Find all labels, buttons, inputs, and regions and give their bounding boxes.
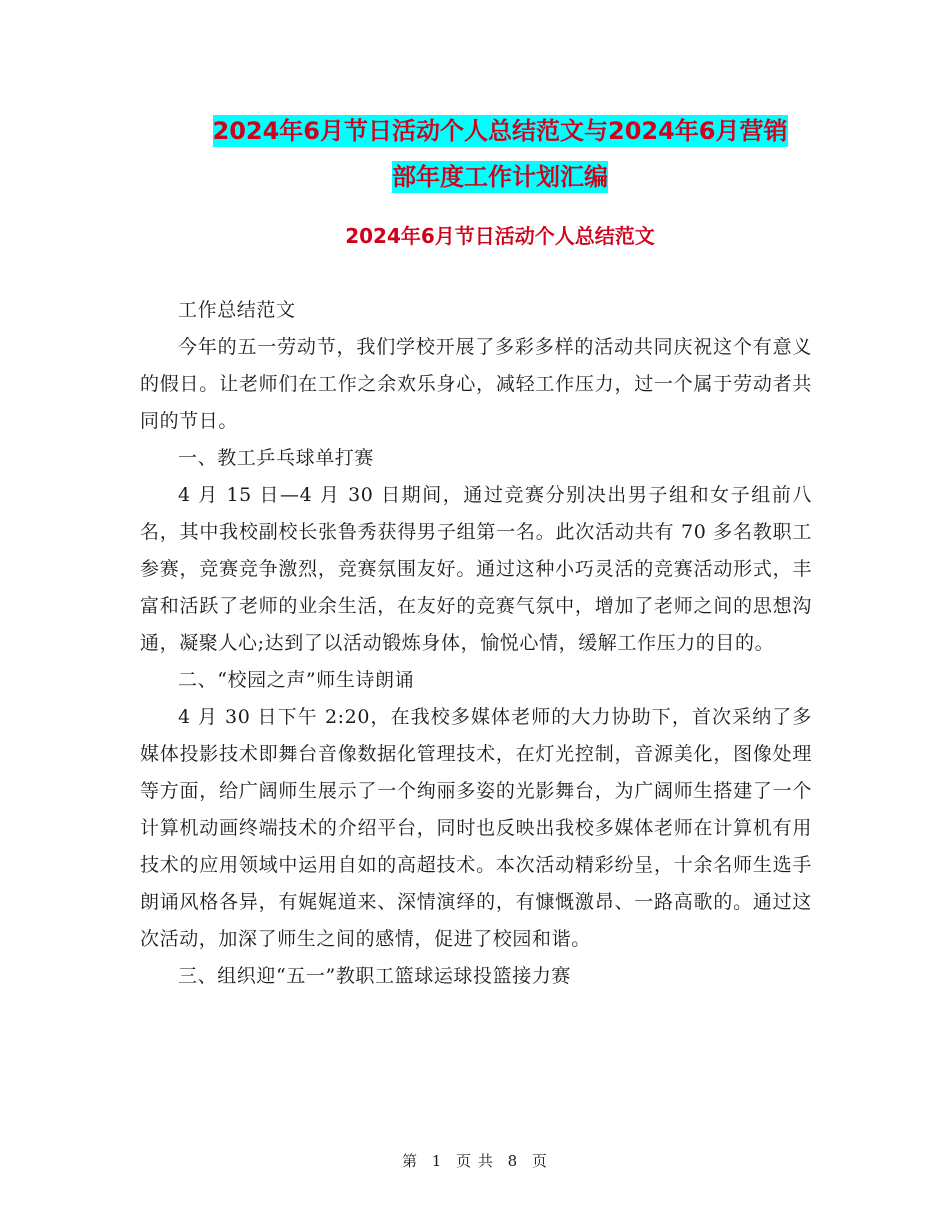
footer-prefix: 第: [401, 1152, 418, 1170]
footer-total-pages: 8: [507, 1152, 519, 1170]
footer-middle: 页 共: [456, 1152, 494, 1170]
document-title: [140, 108, 860, 200]
paragraph: 二、“校园之声”师生诗朗诵: [178, 669, 415, 691]
paragraph: 工作总结范文: [178, 299, 296, 321]
page-footer: [0, 1150, 950, 1171]
paragraph: 三、组织迎“五一”教职工篮球运球投篮接力赛: [178, 965, 572, 987]
section-title: 2024年6月节日活动个人总结范文: [345, 224, 655, 248]
paragraph: 4 月 30 日下午 2:20，在我校多媒体老师的大力协助下，首次采纳了多媒体投影技术即舞台音像数据化管理技术，在灯光控制，音源美化，图像处理等方面，给广阔师生展示了一个绚丽多姿的光影舞台，为广阔师生搭建了一个计算机动画终端技术的介绍平台，同时也反映出我校多媒体老师在计算机有用技术的应用领域中运用自如的高超技术。本次活动精彩纷呈，十余名师生选手朗诵风格各异，有娓娓道来、深情演绎的，有慷慨激昂、一路高歌的。通过这次活动，加深了师生之间的感情，促进了校园和谐。: [140, 706, 812, 950]
footer-suffix: 页: [532, 1152, 549, 1170]
document-body: [140, 292, 812, 995]
document-title-line-1: 2024年6月节日活动个人总结范文与2024年6月营销: [212, 117, 788, 145]
paragraph: 一、教工乒乓球单打赛: [178, 447, 375, 469]
footer-page-number: 1: [431, 1152, 443, 1170]
document-title-line-2: 部年度工作计划汇编: [392, 163, 608, 191]
paragraph: 4 月 15 日—4 月 30 日期间，通过竞赛分别决出男子组和女子组前八名，其中我校副校长张鲁秀获得男子组第一名。此次活动共有 70 多名教职工参赛，竞赛竞争激烈，竞赛氛围友好。通过这种小巧灵活的竞赛活动形式，丰富和活跃了老师的业余生活，在友好的竞赛气氛中，增加了老师之间的思想沟通，凝聚人心;达到了以活动锻炼身体，愉悦心情，缓解工作压力的目的。: [140, 484, 812, 654]
paragraph: 今年的五一劳动节，我们学校开展了多彩多样的活动共同庆祝这个有意义的假日。让老师们在工作之余欢乐身心，减轻工作压力，过一个属于劳动者共同的节日。: [140, 336, 812, 432]
